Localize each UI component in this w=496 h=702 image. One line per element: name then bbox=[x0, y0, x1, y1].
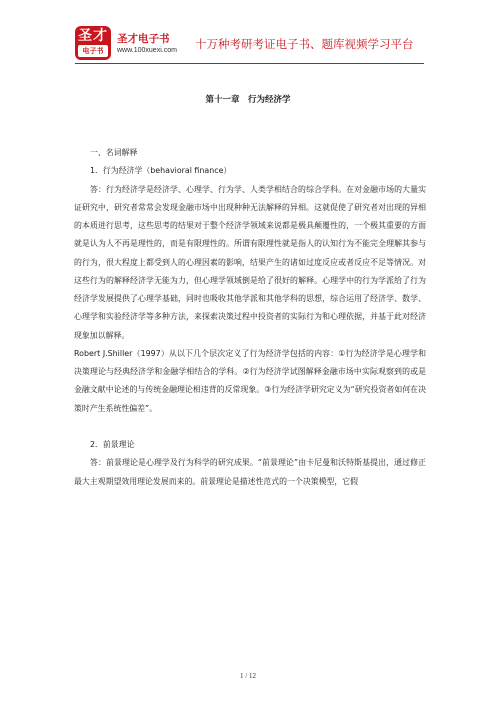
term-definition: 答：行为经济学是经济学、心理学、行为学、人类学相结合的综合学科。在对金融市场的大量实证研究中，研究者常常会发现金融市场中出现种种无法解释的异相。这就促使了研究者对出现的异相的本质进行思考，这些思考的结果对于整个经济学领域来说都是极具颠覆性的，一个极其重要的方面就是认为人不再是理性的，而是有限理性的。所谓有限理性就是指人的认知行为不能完全理解其参与的行为，很大程度上都受到人的心理因素的影响，结果产生的诸如过度反应或者反应不足等情况。对这些行为的解释经济学无能为力，但心理学领域倒是给了很好的解释。心理学中的行为学派给了行为经济学发展提供了心理学基础，同时也吸收其他学派和其他学科的思想，综合运用了经济学、数学、心理学和实验经济学等多种方法，来探索决策过程中投资者的实际行为和心理依据，并基于此对经济现象加以解释。 bbox=[74, 184, 426, 340]
term-definition-continued: Robert J.Shiller（1997）从以下几个层次定义了行为经济学包括的内容：①行为经济学是心理学和决策理论与经典经济学和金融学相结合的学科。②行为经济学试图解释金融市场中实际观察到的或是金融文献中论述的与传统金融理论相违背的反常现象。③行为经济学研究定义为“研究投资者如何在决策时产生系统性偏差”。 bbox=[74, 348, 426, 413]
header-divider bbox=[75, 63, 424, 64]
document-body bbox=[74, 144, 426, 491]
logo bbox=[75, 26, 111, 60]
page-header bbox=[75, 26, 425, 62]
brand-name: 圣才电子书 bbox=[117, 33, 170, 45]
term-definition: 答：前景理论是心理学及行为科学的研究成果。“前景理论”由卡尼曼和沃特斯基提出，通过修正最大主观期望效用理论发展而来的。前景理论是描述性范式的一个决策模型，它假 bbox=[74, 458, 426, 486]
paragraph-gap bbox=[74, 418, 426, 436]
logo-bottom-text: 电子书 bbox=[78, 45, 108, 57]
section-heading: 一、名词解释 bbox=[90, 148, 138, 157]
term-title: 2．前景理论 bbox=[90, 440, 135, 449]
chapter-title: 第十一章 行为经济学 bbox=[205, 95, 291, 105]
page-number: 1 / 12 bbox=[240, 672, 256, 680]
header-slogan: 十万种考研考证电子书、题库视频学习平台 bbox=[195, 37, 414, 51]
logo-top-text: 圣才 bbox=[78, 28, 108, 44]
brand-url: www.100xuexi.com bbox=[117, 47, 177, 54]
term-title: 1．行为经济学（behavioral finance） bbox=[90, 166, 232, 176]
